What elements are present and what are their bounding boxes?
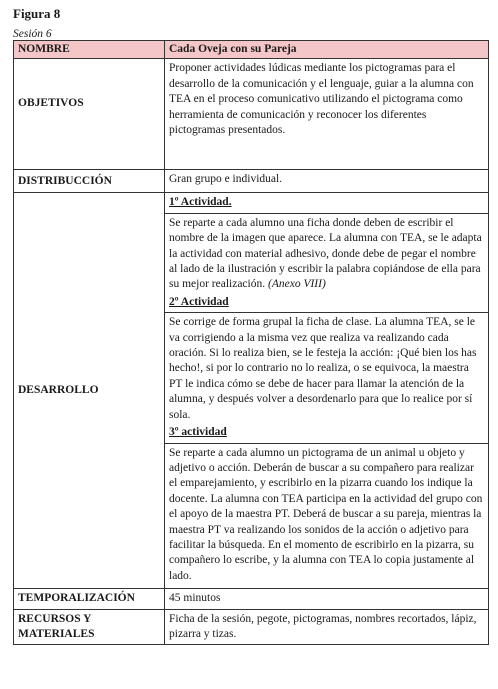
desarrollo-content xyxy=(165,193,489,589)
activity-3-title: 3º actividad xyxy=(169,426,227,439)
header-name-cell: NOMBRE xyxy=(14,41,165,59)
header-title-cell: Cada Oveja con su Pareja xyxy=(165,41,489,59)
activity-1-body: Se reparte a cada alumno una ficha donde deben de escribir el nombre de la imagen que aparece. La alumna con TEA, se le adapta la actividad con material adhesivo, donde debe de pegar el nombre al lado de la ilustración y escribir la palabra copiándose de ella para su mejor realización. xyxy=(169,216,482,291)
desarrollo-row xyxy=(14,193,489,589)
activity-1-text xyxy=(169,216,484,293)
activity-3-text: Se reparte a cada alumno un pictograma de un animal u objeto y adjetivo o acción. Deberán de buscar a su compañero para realizar el emparejamiento, y escribirlo en la pizarra cuando los indique la docente. La alumna con TEA participa en la actividad del grupo con el apoyo de la maestra PT. Deberá de buscar a su pareja, mientras la maestra PT va realizando los sonidos de la acción o adjetivo para facilitar la búsqueda. En el momento de escribirlo en la pizarra, su compañero lo escribe, y la alumna con TEA lo copia justamente al lado. xyxy=(169,446,483,582)
distribucion-text: Gran grupo e individual. xyxy=(165,170,489,193)
distribucion-label: DISTRIBUCCIÓN xyxy=(14,170,165,193)
distribucion-row xyxy=(14,170,489,193)
objetivos-label: OBJETIVOS xyxy=(14,59,165,170)
recursos-label-line-1: RECURSOS Y xyxy=(18,612,92,625)
figure-label: Figura 8 xyxy=(13,6,61,21)
recursos-label-line-2: MATERIALES xyxy=(18,627,95,640)
session-label: Sesión 6 xyxy=(13,28,52,40)
recursos-text: Ficha de la sesión, pegote, pictogramas, nombres recortados, lápiz, pizarra y tizas. xyxy=(165,609,489,645)
objetivos-row xyxy=(14,59,489,170)
temporalizacion-label: TEMPORALIZACIÓN xyxy=(14,589,165,609)
objetivos-text: Proponer actividades lúdicas mediante los pictogramas para el desarrollo de la comunicación y el lenguaje, guiar a la alumna con TEA en el proceso comunicativo utilizando el pictograma como herramienta de comunicación y reconocer los diferentes pictogramas presentados. xyxy=(165,59,489,170)
table-header-row xyxy=(14,41,489,59)
activity-2-text: Se corrige de forma grupal la ficha de clase. La alumna TEA, se le va corrigiendo a la misma vez que realiza va realizando cada oración. Si lo realiza bien, se le festeja la acción: ¡Qué bien los has hecho!, si por lo contrario no lo realiza, o se equivoca, la maestra PT le indica cómo se debe de hacer para llamar la atención de la alumna, y después volver a desordenarlo para que lo realice por sí sola. xyxy=(169,316,477,421)
temporalizacion-row xyxy=(14,589,489,609)
divider xyxy=(165,312,488,313)
annex-reference: (Anexo VIII) xyxy=(268,278,326,291)
temporalizacion-text: 45 minutos xyxy=(165,589,489,609)
recursos-label xyxy=(14,609,165,645)
session-table xyxy=(13,40,489,645)
divider xyxy=(165,443,488,444)
divider xyxy=(165,213,488,214)
recursos-row xyxy=(14,609,489,645)
activity-1-title: 1º Actividad. xyxy=(169,196,232,209)
desarrollo-label: DESARROLLO xyxy=(14,193,165,589)
activity-2-title: 2º Actividad xyxy=(169,295,229,308)
